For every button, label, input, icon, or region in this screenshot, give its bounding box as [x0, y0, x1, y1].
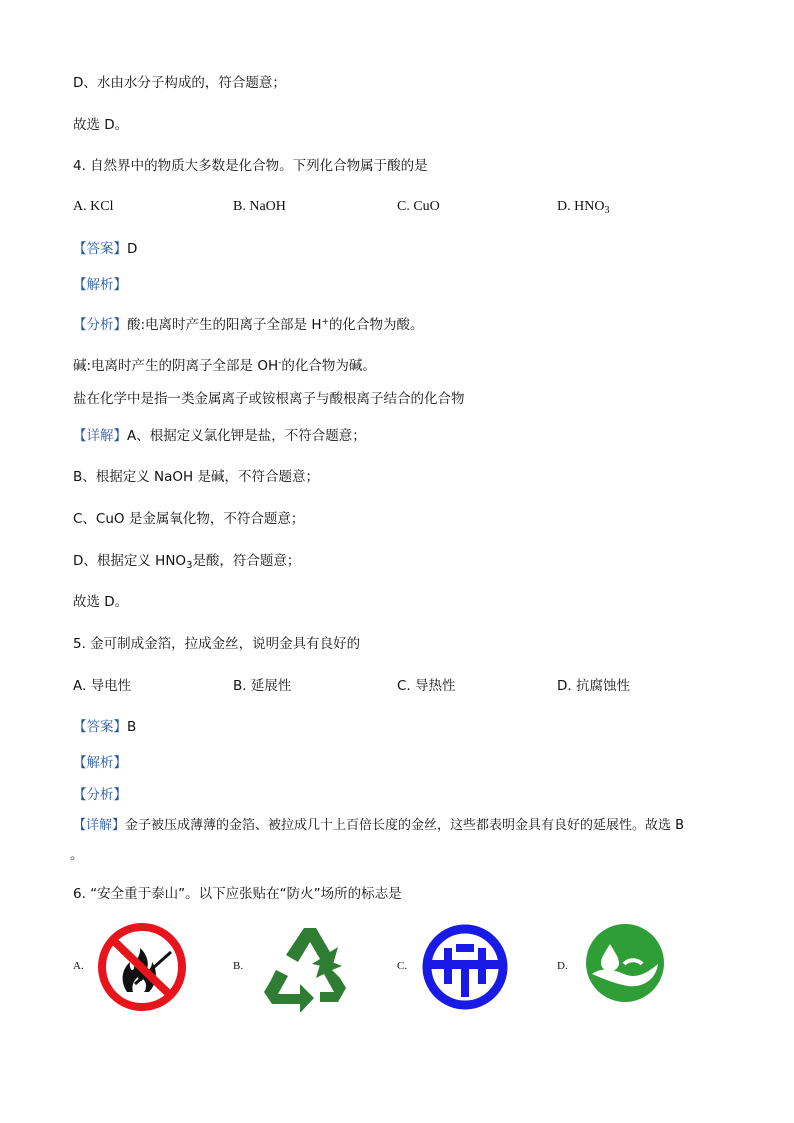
q5-option-c: C. 导热性: [397, 678, 456, 694]
q6-option-c-label: C.: [397, 960, 408, 972]
prev-option-d-explanation: D、水由水分子构成的，符合题意；: [73, 75, 286, 91]
q5-detail-end: 。: [70, 847, 84, 863]
q4-option-c: C. CuO: [397, 199, 440, 214]
q4-detail-a: 【详解】A、根据定义氯化钾是盐，不符合题意；: [73, 428, 366, 444]
q5-option-d: D. 抗腐蚀性: [557, 678, 630, 694]
q6-option-b-label: B.: [233, 960, 244, 972]
q5-option-b: B. 延展性: [233, 678, 292, 694]
q5-stem: 5. 金可制成金箔，拉成金丝，说明金具有良好的: [73, 636, 361, 652]
q6-stem: 6. “安全重于泰山”。以下应张贴在“防火”场所的标志是: [73, 886, 402, 902]
q6-option-d-label: D.: [557, 960, 568, 972]
q4-detail-d: D、根据定义 $HNO_3$是酸，符合题意；: [73, 553, 301, 571]
q4-analysis-heading: 【解析】: [73, 277, 127, 293]
prev-choose-line: 故选 D。: [73, 117, 129, 133]
q6-option-a-label: A.: [73, 960, 84, 972]
recycle-sign-icon: [258, 922, 350, 1012]
q4-analysis-base: 碱:电离时产生的阴离子全部是 OH-的化合物为碱。: [73, 358, 376, 374]
q4-option-d: D. $HNO_3$: [557, 199, 610, 216]
q4-detail-b: B、根据定义 NaOH 是碱，不符合题意；: [73, 469, 319, 485]
q5-fenxi-heading: 【分析】: [73, 787, 127, 803]
no-fire-sign-icon: [97, 922, 187, 1012]
q4-detail-c: C、CuO 是金属氧化物，不符合题意；: [73, 511, 305, 527]
q4-option-a: A. KCl: [73, 199, 114, 214]
q4-stem: 4. 自然界中的物质大多数是化合物。下列化合物属于酸的是: [73, 158, 428, 174]
q4-choose-line: 故选 D。: [73, 594, 129, 610]
q4-option-b: B. NaOH: [233, 199, 286, 214]
q4-answer: 【答案】D: [73, 241, 138, 257]
q4-analysis-acid: 【分析】酸:电离时产生的阳离子全部是 H+的化合物为酸。: [73, 317, 424, 333]
q5-answer: 【答案】B: [73, 719, 137, 735]
q5-analysis-heading: 【解析】: [73, 755, 127, 771]
q5-detail: 【详解】金子被压成薄薄的金箔、被拉成几十上百倍长度的金丝，这些都表明金具有良好的延展性。故选 B: [73, 818, 685, 833]
q4-analysis-salt: 盐在化学中是指一类金属离子或铵根离子与酸根离子结合的化合物: [73, 391, 465, 407]
green-water-sign-icon: [584, 922, 666, 1004]
blue-circle-sign-icon: [420, 922, 510, 1012]
q5-option-a: A. 导电性: [73, 678, 132, 694]
